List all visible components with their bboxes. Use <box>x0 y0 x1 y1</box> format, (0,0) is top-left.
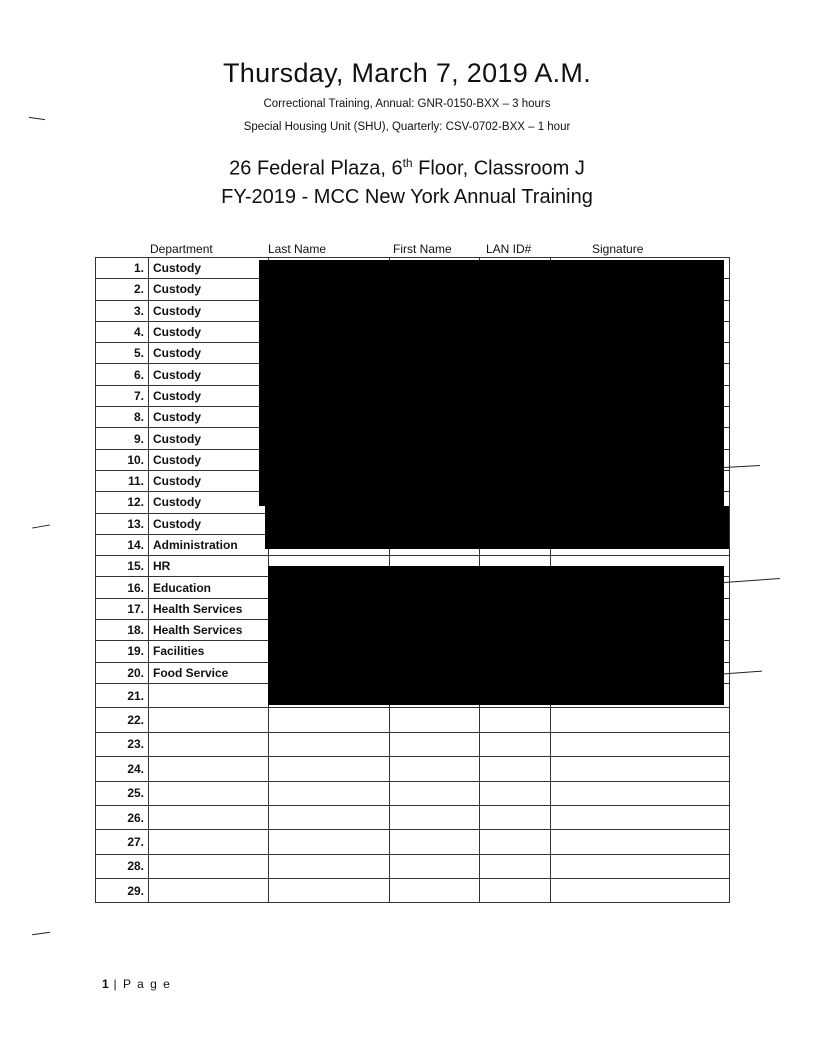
row-first-name <box>390 781 480 805</box>
row-number: 20. <box>96 662 149 683</box>
row-department <box>149 708 269 732</box>
row-department: Custody <box>149 385 269 406</box>
row-number: 8. <box>96 407 149 428</box>
row-lan-id <box>480 879 551 903</box>
row-department: Custody <box>149 492 269 513</box>
row-department: Custody <box>149 513 269 534</box>
row-lan-id <box>480 732 551 756</box>
table-row <box>96 732 730 756</box>
row-department: Custody <box>149 258 269 279</box>
row-department: Custody <box>149 407 269 428</box>
row-number: 12. <box>96 492 149 513</box>
stray-mark <box>32 932 50 935</box>
row-last-name <box>269 879 390 903</box>
row-number: 13. <box>96 513 149 534</box>
row-lan-id <box>480 805 551 829</box>
location-prefix: 26 Federal Plaza, 6 <box>229 157 403 180</box>
row-number: 26. <box>96 805 149 829</box>
row-number: 29. <box>96 879 149 903</box>
row-first-name <box>390 708 480 732</box>
row-lan-id <box>480 781 551 805</box>
redaction-block <box>265 506 729 549</box>
col-first-name: First Name <box>393 242 452 256</box>
row-lan-id <box>480 830 551 854</box>
row-lan-id <box>480 708 551 732</box>
row-number: 15. <box>96 556 149 577</box>
page-title: Thursday, March 7, 2019 A.M. <box>222 58 592 88</box>
row-number: 24. <box>96 757 149 781</box>
row-last-name <box>269 757 390 781</box>
row-first-name <box>390 757 480 781</box>
row-number: 7. <box>96 385 149 406</box>
redaction-block <box>259 260 724 506</box>
table-row <box>96 879 730 903</box>
row-number: 27. <box>96 830 149 854</box>
row-department: Custody <box>149 279 269 300</box>
row-number: 25. <box>96 781 149 805</box>
row-department <box>149 879 269 903</box>
row-number: 18. <box>96 620 149 641</box>
table-row <box>96 708 730 732</box>
row-department <box>149 683 269 707</box>
row-first-name <box>390 854 480 878</box>
row-number: 5. <box>96 343 149 364</box>
row-number: 23. <box>96 732 149 756</box>
row-department: Custody <box>149 428 269 449</box>
page-label: P a g e <box>122 977 172 991</box>
row-department: Custody <box>149 321 269 342</box>
row-lan-id <box>480 854 551 878</box>
row-department: Education <box>149 577 269 598</box>
row-number: 28. <box>96 854 149 878</box>
row-last-name <box>269 708 390 732</box>
location-suffix: Floor, Classroom J <box>412 157 585 180</box>
row-number: 16. <box>96 577 149 598</box>
row-first-name <box>390 732 480 756</box>
row-signature <box>551 781 730 805</box>
location-sup: th <box>402 156 413 170</box>
col-lan-id: LAN ID# <box>486 242 532 256</box>
col-signature: Signature <box>592 242 644 256</box>
row-lan-id <box>480 757 551 781</box>
col-department: Department <box>150 242 213 256</box>
row-department <box>149 854 269 878</box>
row-signature <box>551 854 730 878</box>
table-row <box>96 830 730 854</box>
row-number: 21. <box>96 683 149 707</box>
row-signature <box>551 732 730 756</box>
location <box>0 156 814 181</box>
row-number: 4. <box>96 321 149 342</box>
row-number: 9. <box>96 428 149 449</box>
pen-mark <box>724 578 780 583</box>
row-department <box>149 781 269 805</box>
row-number: 1. <box>96 258 149 279</box>
row-department <box>149 732 269 756</box>
stray-mark <box>29 117 45 120</box>
row-number: 2. <box>96 279 149 300</box>
row-number: 19. <box>96 641 149 662</box>
row-last-name <box>269 781 390 805</box>
row-department: Custody <box>149 449 269 470</box>
row-department <box>149 805 269 829</box>
row-department <box>149 830 269 854</box>
course-line-annual: Correctional Training, Annual: GNR-0150-BXX – 3 hours <box>263 98 551 110</box>
redaction-block <box>268 566 724 705</box>
row-department: HR <box>149 556 269 577</box>
row-last-name <box>269 805 390 829</box>
row-signature <box>551 805 730 829</box>
row-number: 11. <box>96 470 149 491</box>
row-first-name <box>390 879 480 903</box>
row-last-name <box>269 854 390 878</box>
page-number: 1 <box>102 977 109 991</box>
row-last-name <box>269 732 390 756</box>
row-number: 22. <box>96 708 149 732</box>
row-number: 6. <box>96 364 149 385</box>
row-department: Food Service <box>149 662 269 683</box>
table-row <box>96 757 730 781</box>
row-department: Custody <box>149 364 269 385</box>
table-row <box>96 805 730 829</box>
program-title: FY-2019 - MCC New York Annual Training <box>221 186 593 208</box>
row-signature <box>551 830 730 854</box>
row-department: Custody <box>149 300 269 321</box>
row-department: Custody <box>149 470 269 491</box>
page-footer: 1 | P a g e <box>102 977 172 991</box>
row-first-name <box>390 805 480 829</box>
row-signature <box>551 708 730 732</box>
row-number: 14. <box>96 534 149 555</box>
table-row <box>96 854 730 878</box>
row-department <box>149 757 269 781</box>
row-signature <box>551 757 730 781</box>
row-department: Administration <box>149 534 269 555</box>
stray-mark <box>32 524 50 528</box>
row-department: Custody <box>149 343 269 364</box>
row-department: Health Services <box>149 598 269 619</box>
table-row <box>96 781 730 805</box>
row-number: 3. <box>96 300 149 321</box>
row-last-name <box>269 830 390 854</box>
row-first-name <box>390 830 480 854</box>
row-signature <box>551 879 730 903</box>
row-number: 17. <box>96 598 149 619</box>
row-number: 10. <box>96 449 149 470</box>
course-line-shu: Special Housing Unit (SHU), Quarterly: CSV-0702-BXX – 1 hour <box>243 121 571 133</box>
col-last-name: Last Name <box>268 242 327 256</box>
row-department: Facilities <box>149 641 269 662</box>
row-department: Health Services <box>149 620 269 641</box>
